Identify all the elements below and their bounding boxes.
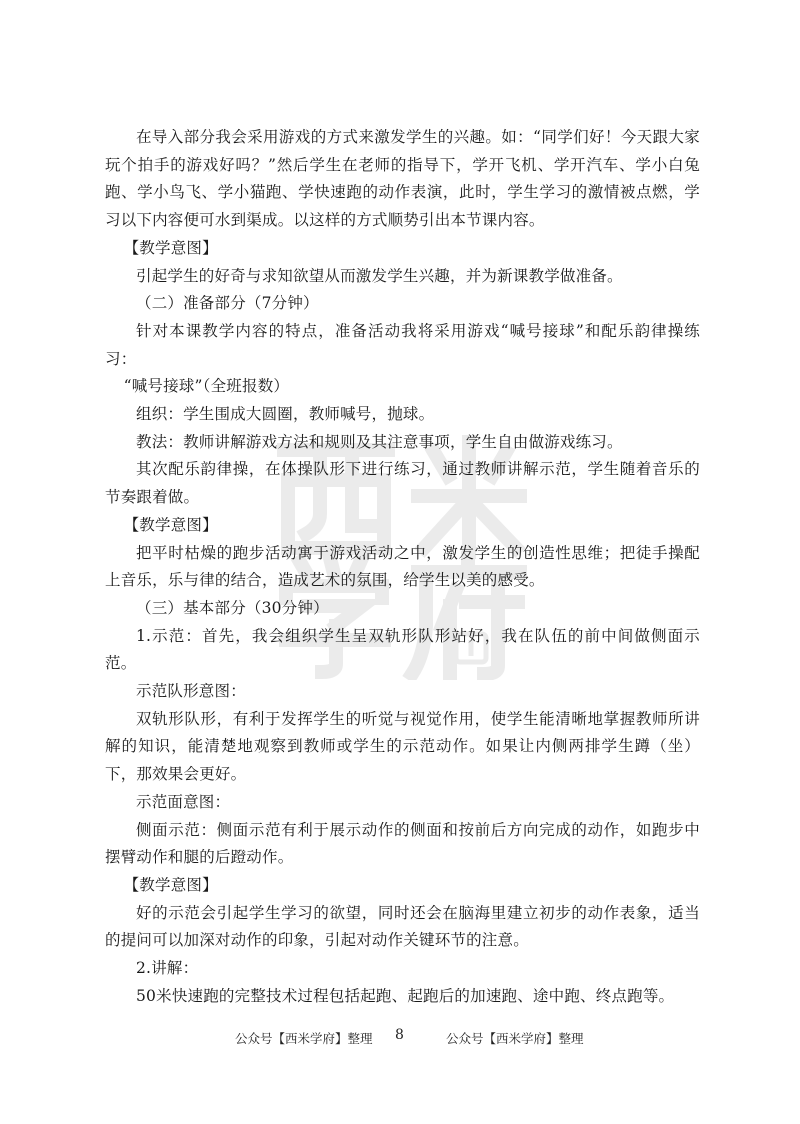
paragraph-intro: 在导入部分我会采用游戏的方式来激发学生的兴趣。如：“同学们好！今天跟大家玩个拍手的游戏好吗？”然后学生在老师的指导下，学开飞机、学开汽车、学小白兔跑、学小鸟飞、学小猫跑、学快速跑的动作表演，此时，学生学习的激情被点燃，学习以下内容便可水到渠成。以这样的方式顺势引出本节课内容。 [105,128,700,230]
heading-demo-side-intent: 示范面意图： [136,792,231,811]
paragraph-teaching-method: 教法：教师讲解游戏方法和规则及其注意事项，学生自由做游戏练习。 [136,432,623,451]
heading-teaching-intent: 【教学意图】 [123,515,218,534]
footer-source-left: 公众号【西米学府】整理 [235,1031,373,1046]
heading-teaching-intent: 【教学意图】 [123,238,218,257]
paragraph-intent-1: 引起学生的好奇与求知欲望从而激发学生兴趣，并为新课教学做准备。 [136,266,623,285]
page-footer [0,1027,800,1051]
page-number: 8 [395,1027,404,1043]
paragraph-organization: 组织：学生围成大圆圈，教师喊号，抛球。 [136,405,435,424]
heading-explanation: 2.讲解： [136,959,199,978]
paragraph-preparation: 针对本课教学内容的特点，准备活动我将采用游戏“喊号接球”和配乐韵律操练习： [105,321,700,368]
paragraph-game-name: “喊号接球”（全班报数） [123,377,290,396]
heading-formation-intent: 示范队形意图： [136,682,246,701]
body-text [105,124,700,1011]
section-heading-preparation: （二）准备部分（7分钟） [136,294,319,313]
paragraph-sprint-technique: 50米快速跑的完整技术过程包括起跑、起跑后的加速跑、途中跑、终点跑等。 [136,986,675,1005]
paragraph-demonstration: 1.示范：首先，我会组织学生呈双轨形队形站好，我在队伍的前中间做侧面示范。 [105,626,700,673]
paragraph-intent-3: 好的示范会引起学生学习的欲望，同时还会在脑海里建立初步的动作表象，适当的提问可以加深对动作的印象，引起对动作关键环节的注意。 [105,903,700,950]
footer-source-right: 公众号【西米学府】整理 [446,1031,584,1046]
paragraph-formation: 双轨形队形，有利于发挥学生的听觉与视觉作用，使学生能清晰地掌握教师所讲解的知识，能清楚地观察到教师或学生的示范动作。如果让内侧两排学生蹲（坐）下，那效果会更好。 [105,709,700,784]
paragraph-rhythm-exercise: 其次配乐韵律操，在体操队形下进行练习，通过教师讲解示范，学生随着音乐的节奏跟着做。 [105,460,700,507]
paragraph-intent-2: 把平时枯燥的跑步活动寓于游戏活动之中，激发学生的创造性思维；把徒手操配上音乐，乐与律的结合，造成艺术的氛围，给学生以美的感受。 [105,543,700,590]
paragraph-side-demo: 侧面示范：侧面示范有利于展示动作的侧面和按前后方向完成的动作，如跑步中摆臂动作和腿的后蹬动作。 [105,820,700,867]
heading-teaching-intent: 【教学意图】 [123,875,218,894]
section-heading-basic: （三）基本部分（30分钟） [136,598,329,617]
